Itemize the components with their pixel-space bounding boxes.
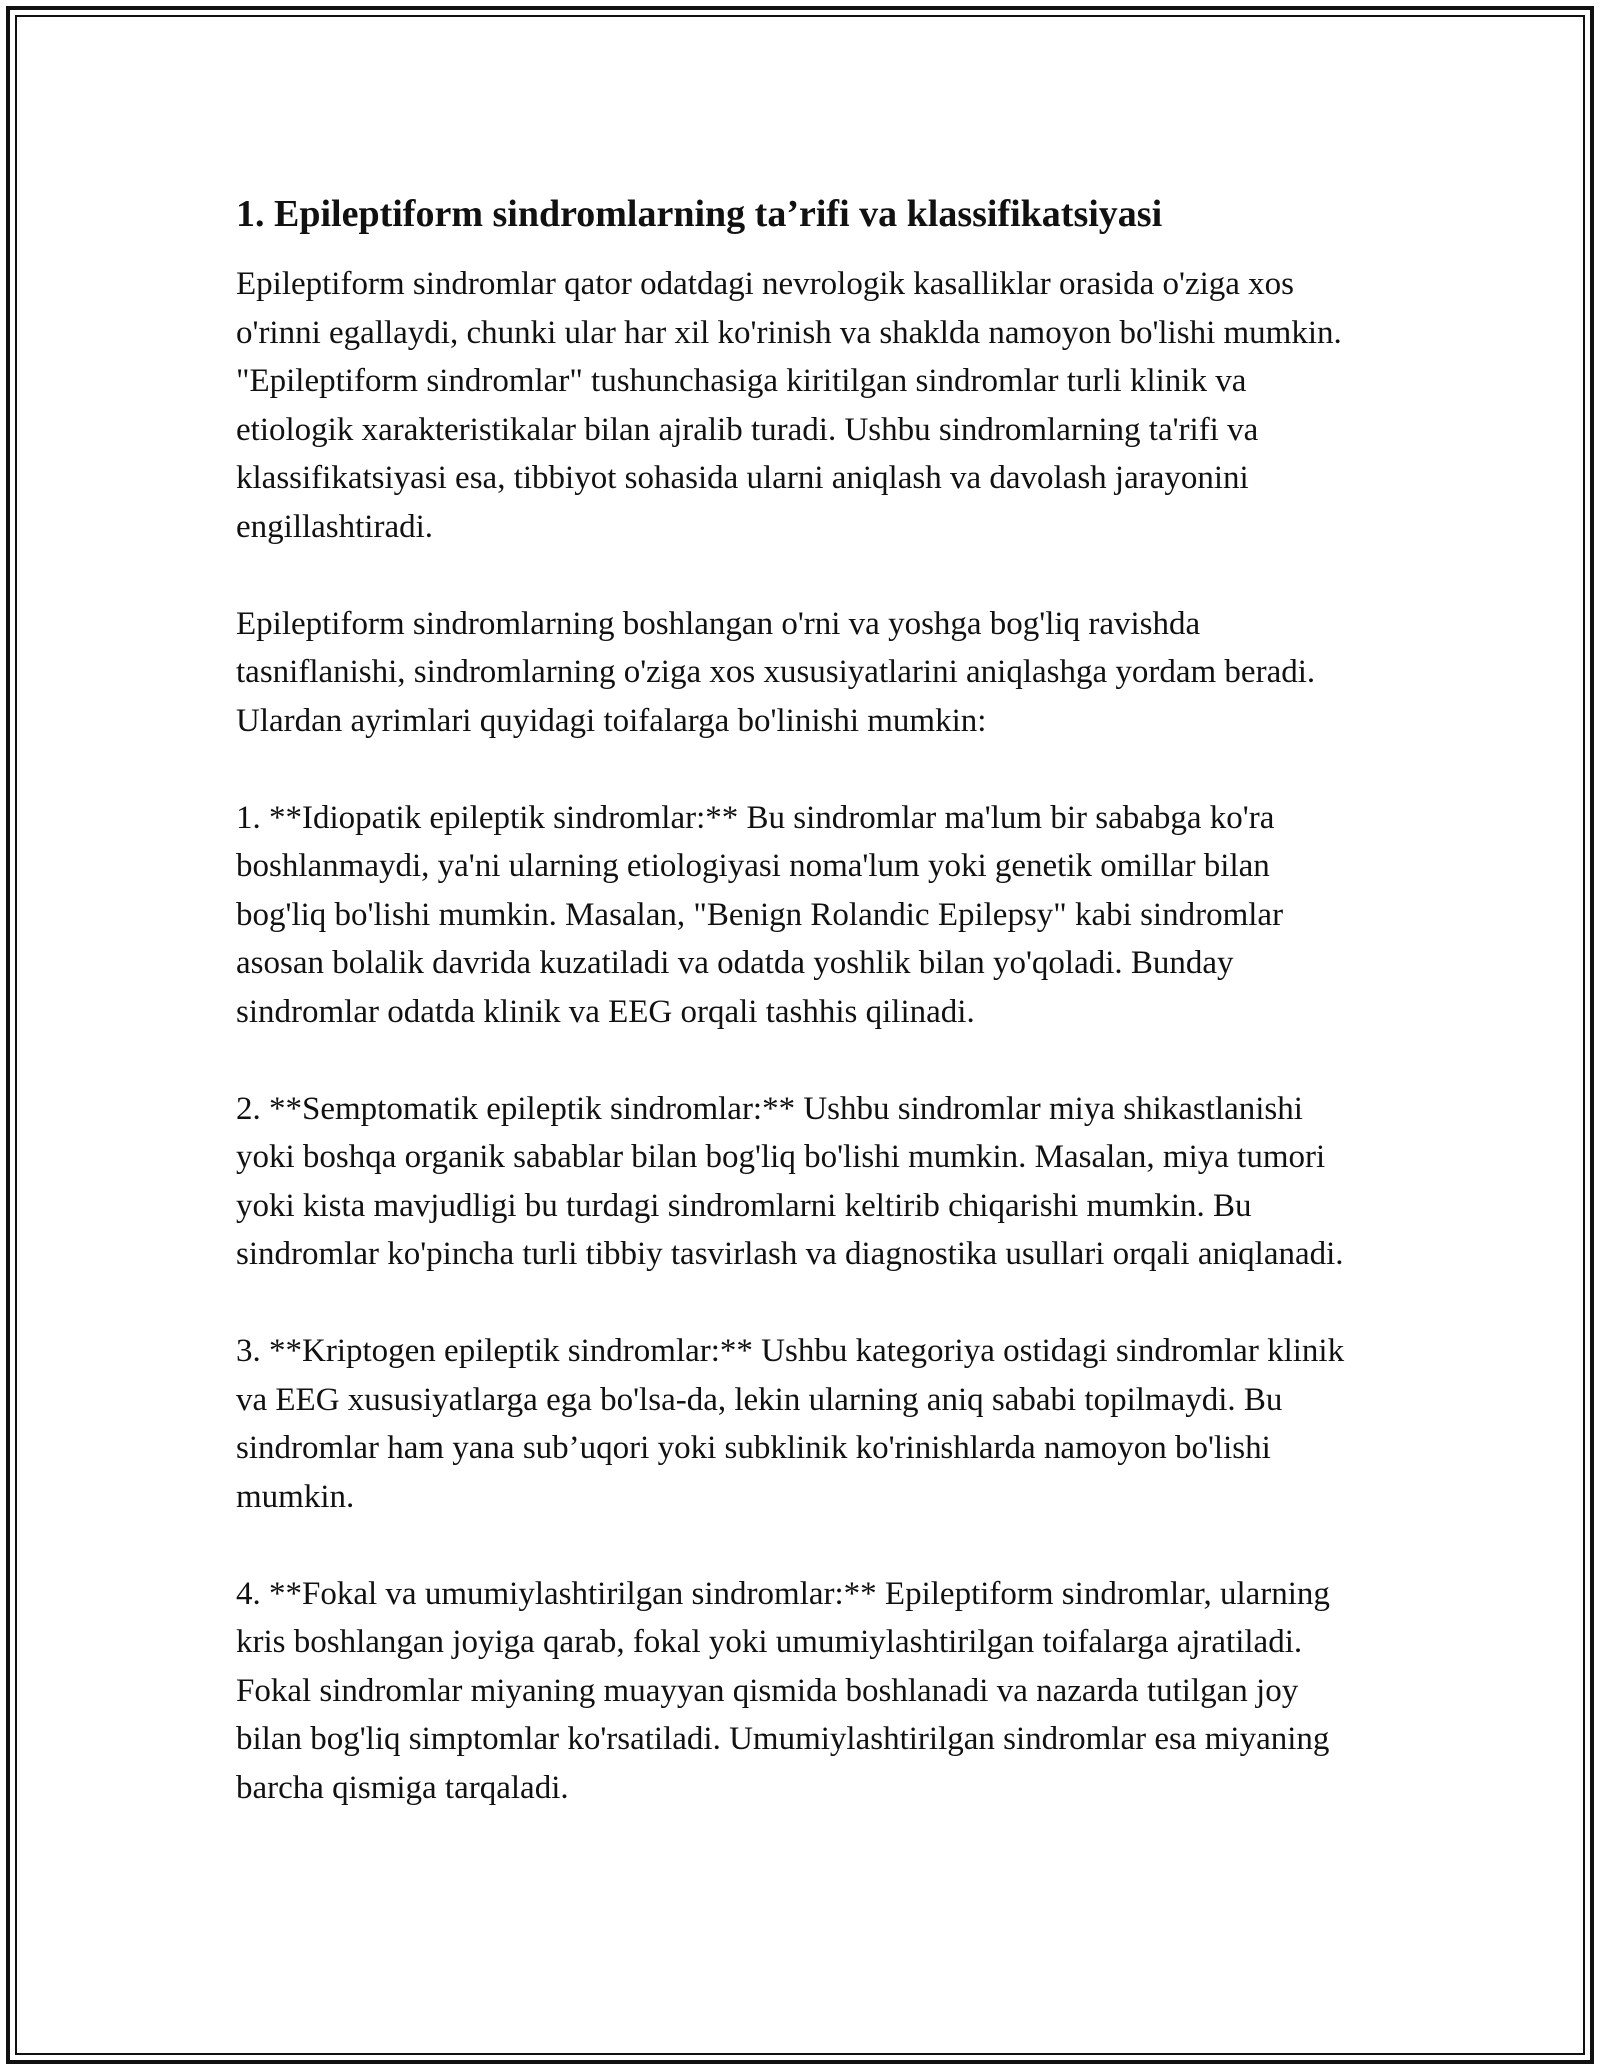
list-item-symptomatic: 2. **Semptomatik epileptik sindromlar:** Ushbu sindromlar miya shikastlanishi yoki boshqa organik sabablar bilan bog'liq bo'lishi mumkin. Masalan, miya tumori yoki kista mavjudligi bu turdagi sindromlarni keltirib chiqarishi mumkin. Bu sindromlar ko'pincha turli tibbiy tasvirlash va diagnostika usullari orqali aniqlanadi. bbox=[236, 1090, 1344, 1272]
document-body bbox=[236, 188, 1366, 1812]
list-item-cryptogenic: 3. **Kriptogen epileptik sindromlar:** Ushbu kategoriya ostidagi sindromlar klinik va EEG xususiyatlarga ega bo'lsa-da, lekin ularning aniq sababi topilmaydi. Bu sindromlar ham yana sub’uqori yoki subklinik ko'rinishlarda namoyon bo'lishi mumkin. bbox=[236, 1333, 1345, 1515]
list-item-focal-generalized: 4. **Fokal va umumiylashtirilgan sindromlar:** Epileptiform sindromlar, ularning kris boshlangan joyiga qarab, fokal yoki umumiylashtirilgan toifalarga ajratiladi. Fokal sindromlar miyaning muayyan qismida boshlanadi va nazarda tutilgan joy bilan bog'liq simptomlar ko'rsatiladi. Umumiylashtirilgan sindromlar esa miyaning barcha qismiga tarqaladi. bbox=[236, 1575, 1330, 1806]
paragraph-intro: Epileptiform sindromlar qator odatdagi nevrologik kasalliklar orasida o'ziga xos o'rinni egallaydi, chunki ular har xil ko'rinish va shaklda namoyon bo'lishi mumkin. "Epileptiform sindromlar" tushunchasiga kiritilgan sindromlar turli klinik va etiologik xarakteristikalar bilan ajralib turadi. Ushbu sindromlarning ta'rifi va klassifikatsiyasi esa, tibbiyot sohasida ularni aniqlash va davolash jarayonini engillashtiradi. bbox=[236, 266, 1342, 545]
section-heading: 1. Epileptiform sindromlarning ta’rifi va klassifikatsiyasi bbox=[236, 193, 1163, 235]
paragraph-classification: Epileptiform sindromlarning boshlangan o'rni va yoshga bog'liq ravishda tasniflanishi, sindromlarning o'ziga xos xususiyatlarini aniqlashga yordam beradi. Ulardan ayrimlari quyidagi toifalarga bo'linishi mumkin: bbox=[236, 605, 1316, 739]
list-item-idiopathic: 1. **Idiopatik epileptik sindromlar:** Bu sindromlar ma'lum bir sababga ko'ra boshlanmaydi, ya'ni ularning etiologiyasi noma'lum yoki genetik omillar bilan bog'liq bo'lishi mumkin. Masalan, "Benign Rolandic Epilepsy" kabi sindromlar asosan bolalik davrida kuzatiladi va odatda yoshlik bilan yo'qoladi. Bunday sindromlar odatda klinik va EEG orqali tashhis qilinadi. bbox=[236, 799, 1284, 1030]
